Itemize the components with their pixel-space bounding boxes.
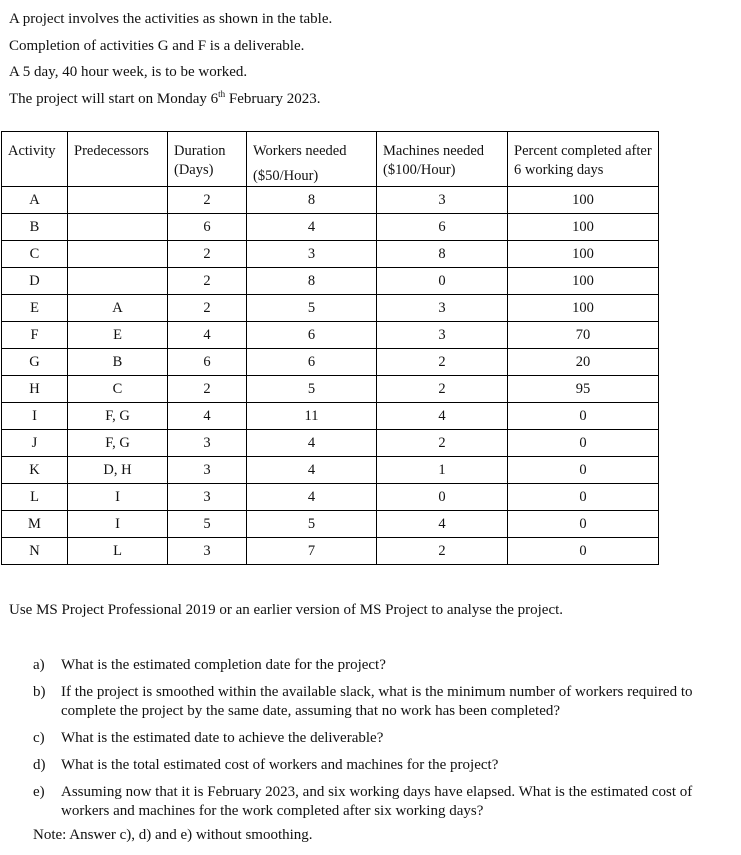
cell-workers: 11 [247, 403, 377, 430]
header-workers [247, 132, 377, 187]
header-activity: Activity [2, 132, 68, 187]
cell-percent: 95 [508, 376, 659, 403]
table-row [2, 268, 659, 295]
cell-machines: 3 [377, 187, 508, 214]
question-label: d) [33, 757, 46, 773]
cell-activity: C [2, 241, 68, 268]
question-label: a) [33, 657, 45, 673]
questions-list [33, 656, 733, 829]
header-percent: Percent completed after 6 working days [508, 132, 659, 187]
cell-activity: L [2, 484, 68, 511]
question-text: If the project is smoothed within the available slack, what is the minimum number of workers required to complete the project by the same date, assuming that no work has been completed? [61, 684, 693, 719]
cell-machines: 2 [377, 538, 508, 565]
table-row [2, 349, 659, 376]
cell-duration: 6 [168, 349, 247, 376]
cell-percent: 0 [508, 403, 659, 430]
cell-machines: 4 [377, 511, 508, 538]
cell-workers: 8 [247, 268, 377, 295]
cell-activity: I [2, 403, 68, 430]
intro-line-2: Completion of activities G and F is a deliverable. [9, 37, 305, 54]
cell-predecessors: I [68, 484, 168, 511]
cell-activity: M [2, 511, 68, 538]
cell-activity: K [2, 457, 68, 484]
cell-activity: A [2, 187, 68, 214]
ordinal-suffix: th [218, 88, 226, 99]
cell-predecessors: A [68, 295, 168, 322]
intro-text [9, 6, 332, 112]
cell-percent: 100 [508, 241, 659, 268]
cell-percent: 0 [508, 484, 659, 511]
cell-duration: 4 [168, 403, 247, 430]
question-label: c) [33, 730, 45, 746]
cell-duration: 2 [168, 241, 247, 268]
cell-predecessors: L [68, 538, 168, 565]
cell-workers: 8 [247, 187, 377, 214]
cell-workers: 6 [247, 322, 377, 349]
cell-duration: 3 [168, 484, 247, 511]
cell-duration: 2 [168, 376, 247, 403]
cell-workers: 4 [247, 484, 377, 511]
cell-percent: 100 [508, 214, 659, 241]
table-row [2, 538, 659, 565]
instruction-text: Use MS Project Professional 2019 or an earlier version of MS Project to analyse the project. [9, 602, 564, 618]
table-row [2, 376, 659, 403]
intro-line-3: A 5 day, 40 hour week, is to be worked. [9, 64, 248, 80]
table-header-row [2, 132, 659, 187]
cell-duration: 3 [168, 457, 247, 484]
cell-workers: 5 [247, 295, 377, 322]
intro-line-1: A project involves the activities as shown in the table. [9, 11, 333, 27]
cell-machines: 8 [377, 241, 508, 268]
question-text: What is the estimated date to achieve the deliverable? [61, 730, 384, 746]
cell-machines: 4 [377, 403, 508, 430]
table-row [2, 403, 659, 430]
cell-predecessors: B [68, 349, 168, 376]
cell-workers: 4 [247, 430, 377, 457]
cell-percent: 100 [508, 268, 659, 295]
cell-duration: 3 [168, 430, 247, 457]
cell-workers: 3 [247, 241, 377, 268]
start-date-suffix: February 2023. [225, 90, 321, 107]
cell-machines: 0 [377, 484, 508, 511]
cell-workers: 7 [247, 538, 377, 565]
question-label: b) [33, 684, 46, 700]
cell-workers: 4 [247, 214, 377, 241]
cell-workers: 6 [247, 349, 377, 376]
cell-predecessors: E [68, 322, 168, 349]
cell-activity: J [2, 430, 68, 457]
cell-duration: 5 [168, 511, 247, 538]
cell-duration: 4 [168, 322, 247, 349]
cell-activity: G [2, 349, 68, 376]
cell-predecessors: C [68, 376, 168, 403]
activities-table [1, 131, 659, 565]
question-item [33, 683, 733, 721]
table-body [2, 187, 659, 565]
table-row [2, 187, 659, 214]
header-workers-label: Workers needed [253, 143, 347, 159]
cell-percent: 20 [508, 349, 659, 376]
cell-activity: D [2, 268, 68, 295]
cell-machines: 2 [377, 430, 508, 457]
cell-predecessors [68, 268, 168, 295]
cell-percent: 70 [508, 322, 659, 349]
table-row [2, 484, 659, 511]
cell-duration: 2 [168, 295, 247, 322]
cell-machines: 0 [377, 268, 508, 295]
cell-machines: 3 [377, 295, 508, 322]
cell-predecessors [68, 241, 168, 268]
cell-duration: 3 [168, 538, 247, 565]
cell-duration: 2 [168, 187, 247, 214]
cell-predecessors: D, H [68, 457, 168, 484]
table-row [2, 457, 659, 484]
cell-workers: 5 [247, 511, 377, 538]
intro-line-4 [9, 86, 332, 113]
header-predecessors: Predecessors [68, 132, 168, 187]
question-item [33, 756, 733, 775]
cell-activity: F [2, 322, 68, 349]
table-row [2, 214, 659, 241]
cell-percent: 0 [508, 538, 659, 565]
header-duration: Duration (Days) [168, 132, 247, 187]
header-machines: Machines needed ($100/Hour) [377, 132, 508, 187]
cell-duration: 6 [168, 214, 247, 241]
table-row [2, 295, 659, 322]
cell-percent: 0 [508, 457, 659, 484]
question-item [33, 656, 733, 675]
cell-machines: 2 [377, 349, 508, 376]
cell-machines: 2 [377, 376, 508, 403]
question-text: What is the total estimated cost of workers and machines for the project? [61, 757, 499, 773]
cell-machines: 6 [377, 214, 508, 241]
note-text: Note: Answer c), d) and e) without smoothing. [33, 827, 313, 843]
header-workers-unit: ($50/Hour) [253, 168, 319, 184]
cell-percent: 0 [508, 430, 659, 457]
cell-percent: 0 [508, 511, 659, 538]
cell-machines: 1 [377, 457, 508, 484]
question-text: What is the estimated completion date for the project? [61, 657, 386, 673]
cell-machines: 3 [377, 322, 508, 349]
question-item [33, 783, 733, 821]
cell-predecessors [68, 214, 168, 241]
cell-workers: 4 [247, 457, 377, 484]
question-text: Assuming now that it is February 2023, and six working days have elapsed. What is the estimated cost of workers and machines for the work completed after six working days? [61, 784, 693, 819]
question-item [33, 729, 733, 748]
cell-activity: H [2, 376, 68, 403]
cell-percent: 100 [508, 295, 659, 322]
cell-workers: 5 [247, 376, 377, 403]
table-row [2, 511, 659, 538]
question-label: e) [33, 784, 45, 800]
cell-activity: N [2, 538, 68, 565]
cell-predecessors [68, 187, 168, 214]
cell-predecessors: F, G [68, 430, 168, 457]
cell-activity: B [2, 214, 68, 241]
cell-duration: 2 [168, 268, 247, 295]
cell-percent: 100 [508, 187, 659, 214]
cell-predecessors: I [68, 511, 168, 538]
start-date-prefix: The project will start on Monday 6 [9, 90, 219, 107]
table-row [2, 322, 659, 349]
table-row [2, 241, 659, 268]
cell-predecessors: F, G [68, 403, 168, 430]
cell-activity: E [2, 295, 68, 322]
table-row [2, 430, 659, 457]
